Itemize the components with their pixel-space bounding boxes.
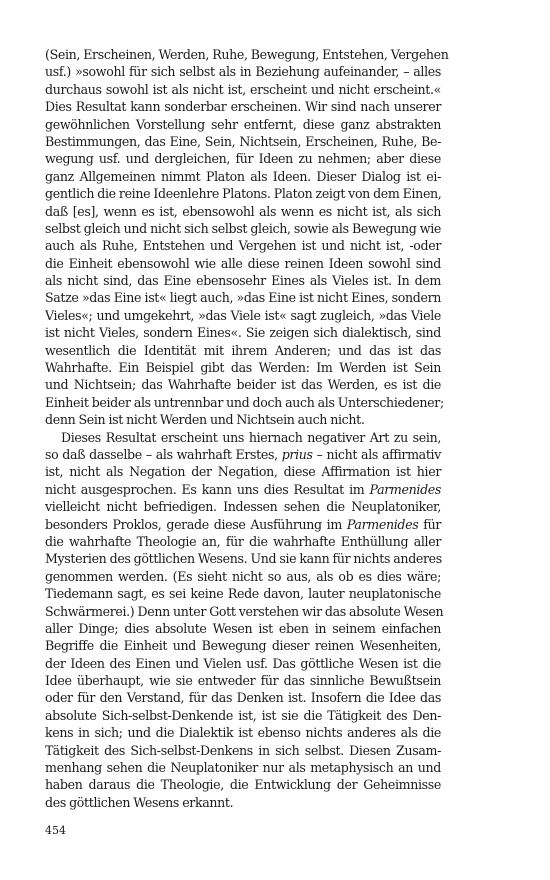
text-line: kens in sich; und die Dialektik ist ebenso nichts anderes als die <box>45 725 441 741</box>
text-line: haben daraus die Theologie, die Entwicklung der Geheimnisse <box>45 777 441 793</box>
text-line: selbst gleich und nicht sich selbst gleich, sowie als Bewegung wie <box>45 220 441 236</box>
text-line <box>45 516 441 533</box>
text-line: ist nicht Vieles, sondern Eines«. Sie zeigen sich dialektisch, sind <box>45 325 441 341</box>
text-line: Wahrhafte. Ein Beispiel gibt das Werden: Im Werden ist Sein <box>45 360 441 376</box>
text-line: (Sein, Erscheinen, Werden, Ruhe, Bewegung, Entstehen, Vergehen <box>45 47 449 62</box>
text-line: wesentlich die Identität mit ihrem Anderen; und das ist das <box>45 342 441 358</box>
text-line: wegung usf. und dergleichen, für Ideen zu nehmen; aber diese <box>45 151 441 167</box>
italic-term: Parmenides <box>369 481 441 497</box>
text-line: die wahrhafte Theologie an, für die wahrhafte Enthüllung aller <box>45 533 441 549</box>
text-segment: für <box>418 516 441 532</box>
text-line: genommen werden. (Es sieht nicht so aus, als ob es dies wäre; <box>45 568 441 584</box>
italic-term: Parmenides <box>346 516 419 532</box>
text-line: Begriffe die Einheit und Bewegung dieser reinen Wesenheiten, <box>45 638 441 654</box>
text-line: gewöhnlichen Vorstellung sehr entfernt, diese ganz abstrakten <box>45 116 441 132</box>
text-line: usf.) »sowohl für sich selbst als in Beziehung aufeinander, – alles <box>45 64 441 80</box>
text-line: Einheit beider als untrennbar und doch auch als Unterschiedener; <box>45 394 444 410</box>
text-line: Mysterien des göttlichen Wesens. Und sie kann für nichts anderes <box>45 551 442 567</box>
text-segment: besonders Proklos, gerade diese Ausführung im <box>45 516 347 532</box>
page-number: 454 <box>45 824 66 837</box>
text-line: vielleicht nicht befriedigen. Indessen sehen die Neuplatoniker, <box>45 499 441 515</box>
text-line: Tiedemann sagt, es sei keine Rede davon, lauter neuplatonische <box>45 586 441 602</box>
text-line: Vieles«; und umgekehrt, »das Viele ist« sagt zugleich, »das Viele <box>45 307 441 323</box>
text-line <box>45 481 441 498</box>
text-line: die Einheit ebensowohl wie alle diese reinen Ideen sowohl sind <box>45 255 441 271</box>
text-line: absolute Sich-selbst-Denkende ist, ist sie die Tätigkeit des Den- <box>45 707 441 723</box>
italic-term: prius <box>281 446 313 462</box>
text-line: Tätigkeit des Sich-selbst-Denkens in sich selbst. Diesen Zusam- <box>45 742 441 758</box>
text-line: denn Sein ist nicht Werden und Nichtsein auch nicht. <box>45 412 365 428</box>
text-line: gentlich die reine Ideenlehre Platons. Platon zeigt von dem Einen, <box>45 186 442 202</box>
text-line: und Nichtsein; das Wahrhafte beider ist das Werden, es ist die <box>45 377 441 393</box>
text-line <box>45 446 441 463</box>
text-segment: – nicht als affirmativ <box>312 446 441 462</box>
text-line: durchaus sowohl ist als nicht ist, erscheint und nicht erscheint.« <box>45 81 441 97</box>
text-line: Bestimmungen, das Eine, Sein, Nichtsein, Erscheinen, Ruhe, Be- <box>45 133 441 149</box>
text-line: Dies Resultat kann sonderbar erscheinen. Wir sind nach unserer <box>45 99 441 115</box>
text-line: oder für den Verstand, für das Denken ist. Insofern die Idee das <box>45 690 441 706</box>
text-line: auch als Ruhe, Entstehen und Vergehen ist und nicht ist, -oder <box>45 238 441 254</box>
text-line: Schwärmerei.) Denn unter Gott verstehen wir das absolute Wesen <box>45 603 444 619</box>
text-line: des göttlichen Wesens erkannt. <box>45 794 234 810</box>
text-line: Idee überhaupt, wie sie entweder für das sinnliche Bewußtsein <box>45 673 441 689</box>
text-line: als nicht sind, das Eine ebensosehr Eines als Vieles ist. In dem <box>45 273 441 289</box>
body-text <box>45 46 449 811</box>
text-line: daß [es], wenn es ist, ebensowohl als wenn es nicht ist, als sich <box>45 203 441 219</box>
text-line: ist, nicht als Negation der Negation, diese Affirmation ist hier <box>45 464 441 480</box>
text-line: der Ideen des Einen und Vielen usf. Das göttliche Wesen ist die <box>45 655 441 671</box>
text-line: ganz Allgemeinen nimmt Platon als Ideen. Dieser Dialog ist ei- <box>45 168 441 184</box>
text-segment: nicht ausgesprochen. Es kann uns dies Resultat im <box>45 481 370 497</box>
text-segment: so daß dasselbe – als wahrhaft Erstes, <box>45 446 282 462</box>
text-line: Satze »das Eine ist« liegt auch, »das Eine ist nicht Eines, sondern <box>45 290 441 306</box>
text-line: menhang sehen die Neuplatoniker nur als metaphysisch an und <box>45 760 441 776</box>
text-line: Dieses Resultat erscheint uns hiernach negativer Art zu sein, <box>61 429 441 445</box>
text-line: aller Dinge; dies absolute Wesen ist eben in seinem einfachen <box>45 620 441 636</box>
